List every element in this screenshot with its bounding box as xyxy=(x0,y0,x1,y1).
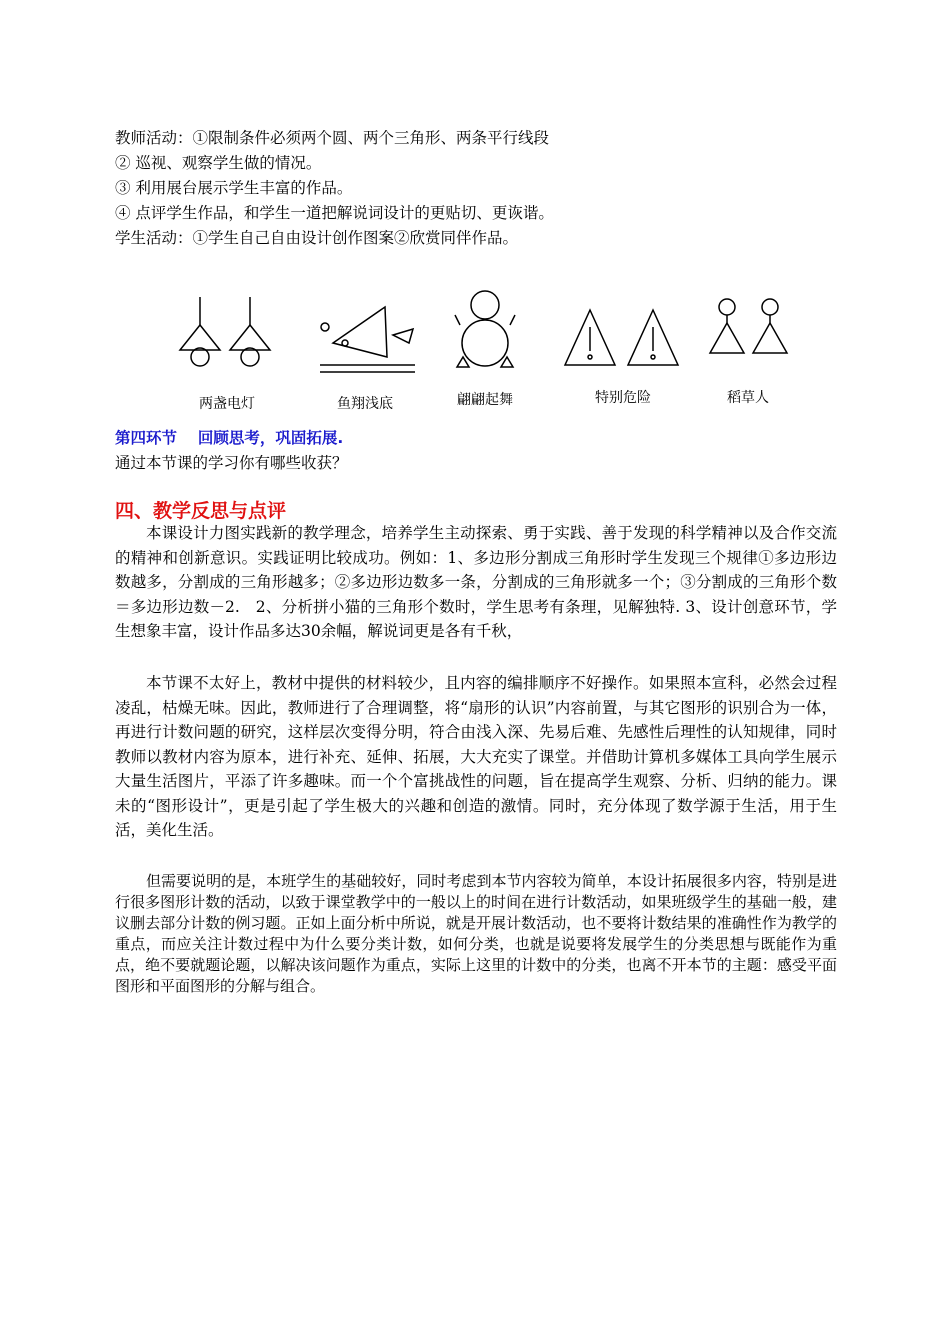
figure-two-lamps xyxy=(180,297,270,366)
figure-label-lamps: 两盏电灯 xyxy=(199,396,255,412)
figure-label-scarecrow: 稻草人 xyxy=(727,390,769,406)
design-figures xyxy=(165,285,805,415)
figure-danger xyxy=(565,310,678,365)
section-four-heading: 第四环节 回顾思考，巩固拓展. xyxy=(115,429,344,447)
teacher-activity-line-1: 教师活动：①限制条件必须两个圆、两个三角形、两条平行线段 xyxy=(115,129,550,147)
reflection-paragraph-2: 本节课不太好上，教材中提供的材料较少，且内容的编排顺序不好操作。如果照本宣科，必然会过程凌乱，枯燥无味。因此，教师进行了合理调整，将“扇形的认识”内容前置，与其它图形的识别合为一体，再进行计数问题的研究，这样层次变得分明，符合由浅入深、先易后难、先感性后理性的认知规律，同时教师以教材内容为原本，进行补充、延伸、拓展，大大充实了课堂。并借助计算机多媒体工具向学生展示大量生活图片，平添了许多趣味。而一个个富挑战性的问题，旨在提高学生观察、分析、归纳的能力。课未的“图形设计”，更是引起了学生极大的兴趣和创造的激情。同时，充分体现了数学源于生活，用于生活，美化生活。 xyxy=(115,674,837,839)
reflection-heading: 四、教学反思与点评 xyxy=(115,500,287,522)
section-four-question: 通过本节课的学习你有哪些收获？ xyxy=(115,454,348,472)
teacher-activity-line-2: ② 巡视、观察学生做的情况。 xyxy=(115,154,322,172)
figure-label-fish: 鱼翔浅底 xyxy=(337,396,393,412)
figure-dancer xyxy=(455,291,515,367)
figure-label-dancer: 翩翩起舞 xyxy=(457,392,513,408)
reflection-paragraph-3: 但需要说明的是，本班学生的基础较好，同时考虑到本节内容较为简单，本设计拓展很多内容，特别是进行很多图形计数的活动，以致于课堂教学中的一般以上的时间在进行计数活动，如果班级学生的基础一般，建议删去部分计数的例习题。正如上面分析中所说，就是开展计数活动，也不要将计数结果的准确性作为教学的重点，而应关注计数过程中为什么要分类计数，如何分类，也就是说要将发展学生的分类思想与既能作为重点，绝不要就题论题，以解决该问题作为重点，实际上这里的计数中的分类，也离不开本节的主题：感受平面图形和平面图形的分解与组合。 xyxy=(115,872,837,995)
teacher-activity-line-3: ③ 利用展台展示学生丰富的作品。 xyxy=(115,179,353,197)
teacher-activity-line-4: ④ 点评学生作品，和学生一道把解说词设计的更贴切、更诙谐。 xyxy=(115,204,554,222)
figure-label-danger: 特别危险 xyxy=(595,390,651,406)
student-activity-line: 学生活动：①学生自己自由设计创作图案②欣赏同伴作品。 xyxy=(115,229,519,247)
reflection-paragraph-1: 本课设计力图实践新的教学理念，培养学生主动探索、勇于实践、善于发现的科学精神以及合作交流的精神和创新意识。实践证明比较成功。例如：1、多边形分割成三角形时学生发现三个规律①多边形边数越多，分割成的三角形越多；②多边形边数多一条，分割成的三角形就多一个；③分割成的三角形个数＝多边形边数－2. 2、分析拼小猫的三角形个数时，学生思考有条理，见解独特. 3、设计创意环节，学生想象丰富，设计作品多达30余幅，解说词更是各有千秋， xyxy=(115,524,837,640)
figure-scarecrow xyxy=(710,299,787,353)
figure-fish xyxy=(320,307,415,372)
